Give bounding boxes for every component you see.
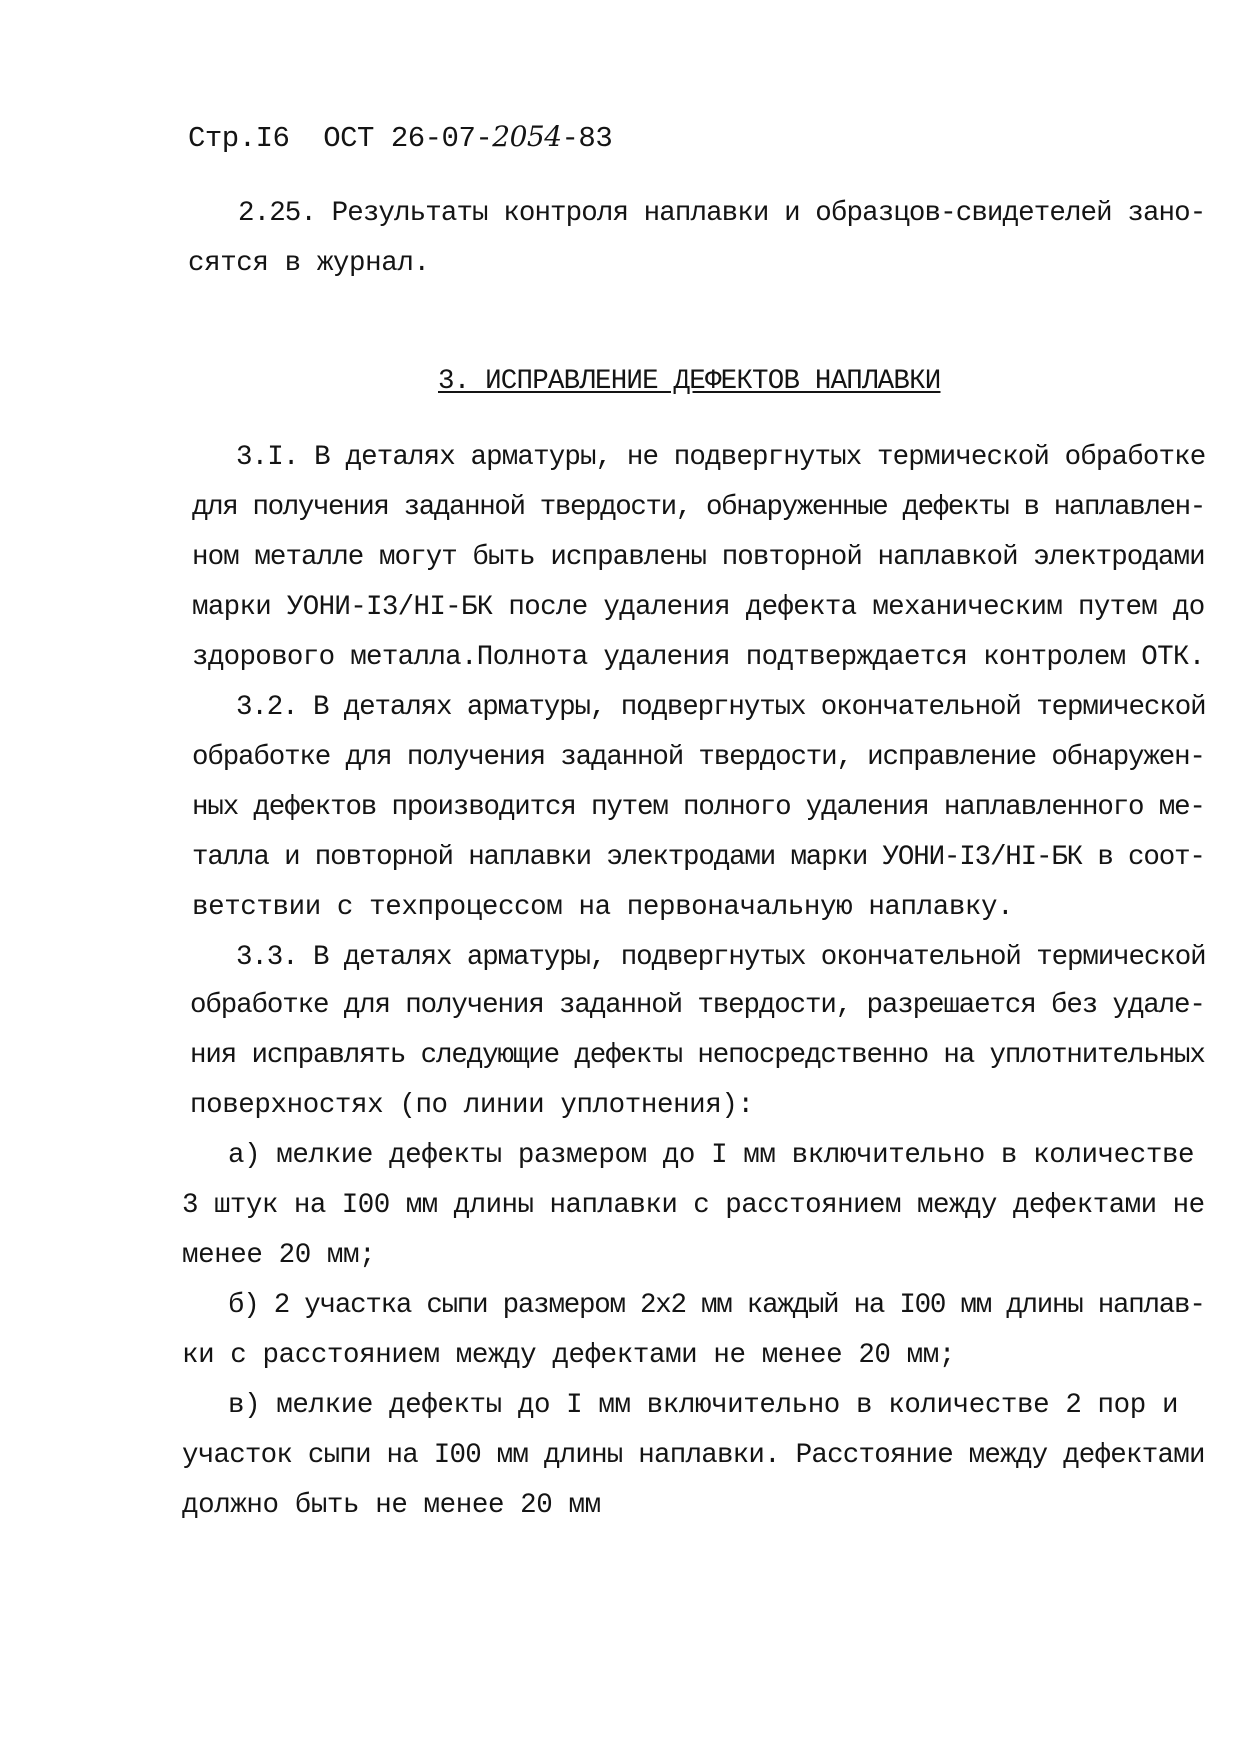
page-number: Стр.I6	[188, 122, 290, 155]
paragraph-3-2-line-3: ных дефектов производится путем полного удаления наплавленного ме-	[192, 792, 1205, 823]
item-a-line-1: а) мелкие дефекты размером до I мм включительно в количестве	[228, 1140, 1195, 1171]
paragraph-3-1-line-1: 3.I. В деталях арматуры, не подвергнутых термической обработке	[236, 442, 1206, 473]
paragraph-3-3-line-2: обработке для получения заданной твердости, разрешается без удале-	[190, 990, 1205, 1021]
section-3-heading: 3. ИСПРАВЛЕНИЕ ДЕФЕКТОВ НАПЛАВКИ	[438, 366, 941, 397]
paragraph-3-1-line-5: здорового металла.Полнота удаления подтверждается контролем ОТК.	[192, 642, 1205, 673]
paragraph-2-25-line-2: сятся в журнал.	[188, 248, 430, 279]
standard-number-handwritten: 2054	[492, 120, 562, 153]
item-a-line-2: 3 штук на I00 мм длины наплавки с расстоянием между дефектами не	[182, 1190, 1205, 1221]
paragraph-3-3-line-3: ния исправлять следующие дефекты непосредственно на уплотнительных	[190, 1040, 1205, 1071]
item-v-line-2: участок сыпи на I00 мм длины наплавки. Расстояние между дефектами	[182, 1440, 1205, 1471]
paragraph-3-2-line-1: 3.2. В деталях арматуры, подвергнутых окончательной термической	[236, 692, 1206, 723]
paragraph-3-1-line-4: марки УОНИ-I3/НI-БК после удаления дефекта механическим путем до	[192, 592, 1205, 623]
standard-suffix: -83	[561, 122, 613, 155]
paragraph-3-2-line-5: ветствии с техпроцессом на первоначальную наплавку.	[192, 892, 1014, 923]
paragraph-2-25-line-1: 2.25. Результаты контроля наплавки и образцов-свидетелей зано-	[238, 198, 1206, 229]
paragraph-3-2-line-2: обработке для получения заданной твердости, исправление обнаружен-	[192, 742, 1205, 773]
paragraph-3-3-line-4: поверхностях (по линии уплотнения):	[190, 1090, 754, 1121]
paragraph-3-1-line-2: для получения заданной твердости, обнаруженные дефекты в наплавлен-	[192, 492, 1205, 523]
item-v-line-1: в) мелкие дефекты до I мм включительно в количестве 2 пор и	[228, 1390, 1179, 1421]
paragraph-3-1-line-3: ном металле могут быть исправлены повторной наплавкой электродами	[192, 542, 1205, 573]
item-b-line-1: б) 2 участка сыпи размером 2х2 мм каждый на I00 мм длины наплав-	[228, 1290, 1205, 1321]
paragraph-3-2-line-4: талла и повторной наплавки электродами марки УОНИ-I3/НI-БК в соот-	[192, 842, 1205, 873]
standard-prefix: ОСТ 26-07-	[323, 122, 493, 155]
page-header	[188, 120, 612, 155]
item-v-line-3: должно быть не менее 20 мм	[182, 1490, 601, 1521]
item-a-line-3: менее 20 мм;	[182, 1240, 376, 1271]
paragraph-3-3-line-1: 3.3. В деталях арматуры, подвергнутых окончательной термической	[236, 942, 1206, 973]
item-b-line-2: ки с расстоянием между дефектами не менее 20 мм;	[182, 1340, 955, 1371]
